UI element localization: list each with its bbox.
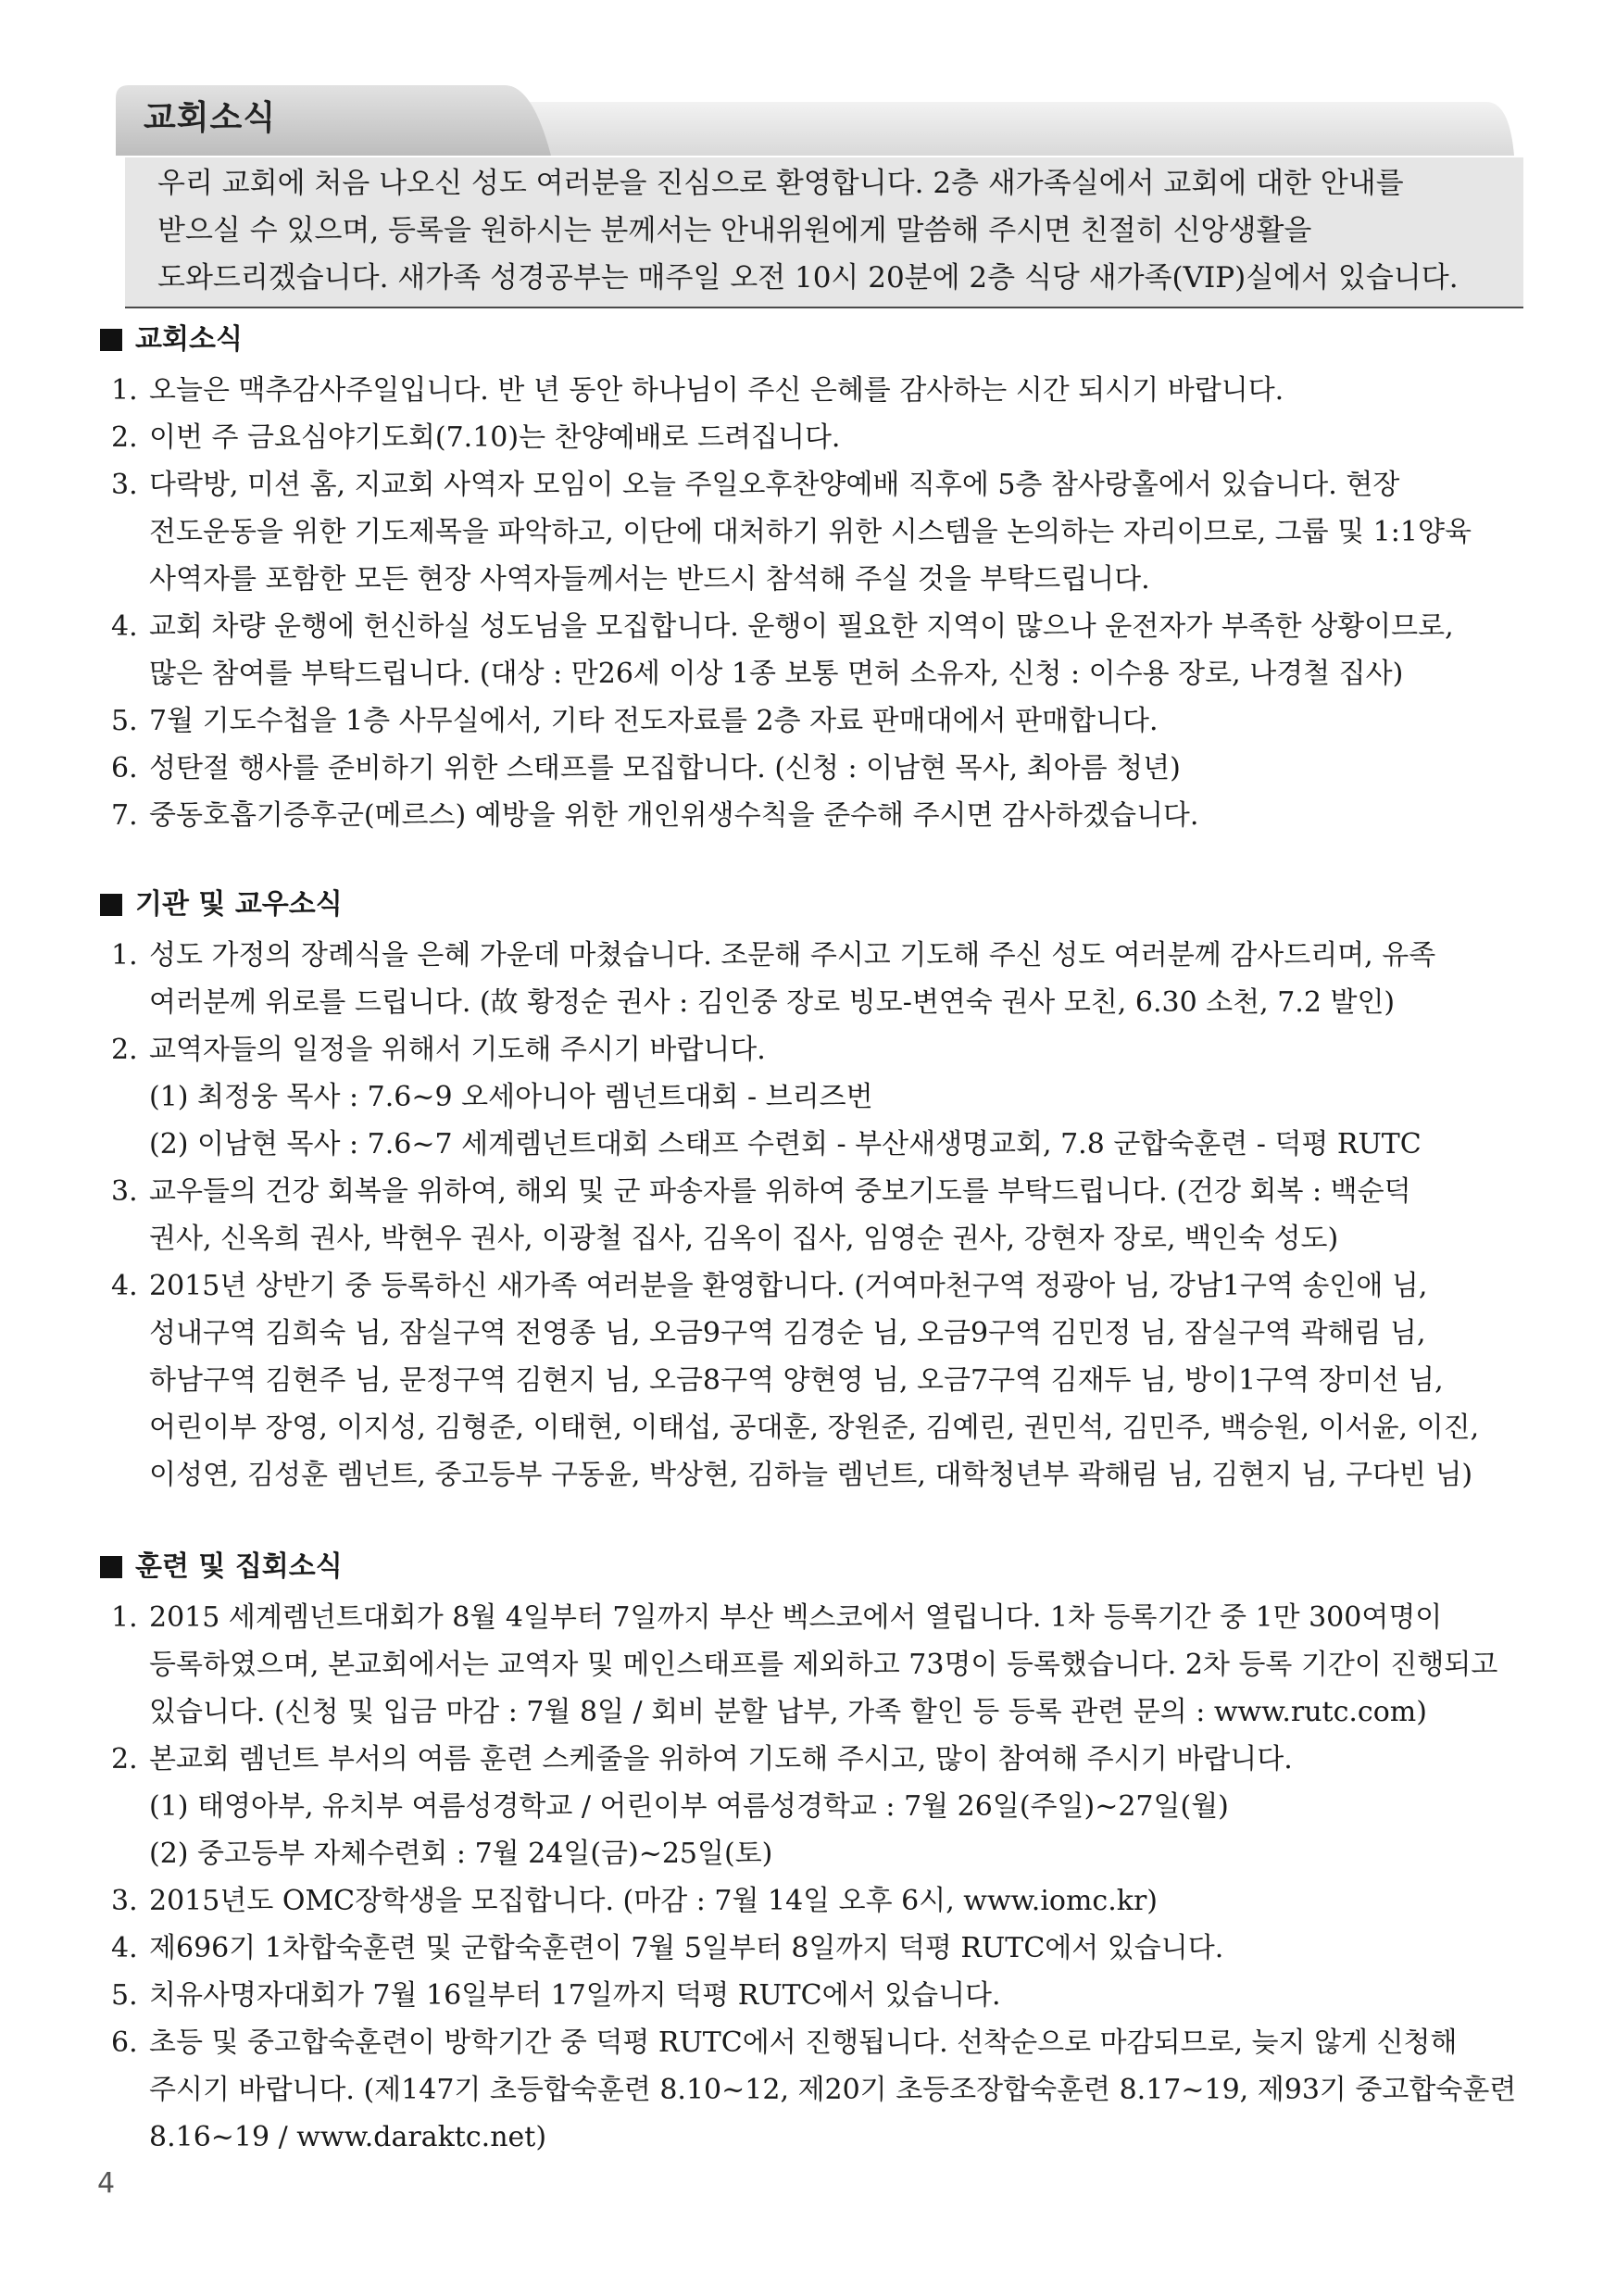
item-text: 교역자들의 일정을 위해서 기도해 주시기 바랍니다. <box>149 1034 766 1066</box>
section-title: 훈련 및 집회소식 <box>135 1550 343 1583</box>
item-number: 4. <box>111 1270 138 1302</box>
header-band <box>116 85 1514 156</box>
item-text: 권사, 신옥희 권사, 박현우 권사, 이광철 집사, 김옥이 집사, 임영순 권사, 강현자 장로, 백인숙 성도) <box>149 1223 1339 1255</box>
item-text: 다락방, 미션 홈, 지교회 사역자 모임이 오늘 주일오후찬양예배 직후에 5층 참사랑홀에서 있습니다. 현장 <box>149 469 1400 501</box>
item-text: 제696기 1차합숙훈련 및 군합숙훈련이 7월 5일부터 8일까지 덕평 RUTC에서 있습니다. <box>149 1932 1224 1964</box>
item-text: 본교회 렘넌트 부서의 여름 훈련 스케줄을 위하여 기도해 주시고, 많이 참여해 주시기 바랍니다. <box>149 1743 1293 1775</box>
section-title: 기관 및 교우소식 <box>135 888 343 921</box>
item-text: 교우들의 건강 회복을 위하여, 해외 및 군 파송자를 위하여 중보기도를 부탁드립니다. (건강 회복 : 백순덕 <box>149 1175 1411 1208</box>
item-text: 이번 주 금요심야기도회(7.10)는 찬양예배로 드려집니다. <box>149 421 841 454</box>
item-text: 사역자를 포함한 모든 현장 사역자들께서는 반드시 참석해 주실 것을 부탁드립니다. <box>149 563 1150 596</box>
item-text: 2015년 상반기 중 등록하신 새가족 여러분을 환영합니다. (거여마천구역 정광아 님, 강남1구역 송인애 님, <box>149 1270 1428 1302</box>
item-text: 8.16~19 / www.daraktc.net) <box>149 2121 547 2153</box>
item-number: 3. <box>111 1175 138 1208</box>
intro-line: 받으실 수 있으며, 등록을 원하시는 분께서는 안내위원에게 말씀해 주시면 친절히 신앙생활을 <box>157 214 1312 247</box>
item-number: 5. <box>111 705 138 737</box>
item-text: 등록하였으며, 본교회에서는 교역자 및 메인스태프를 제외하고 73명이 등록했습니다. 2차 등록 기간이 진행되고 <box>149 1649 1498 1681</box>
item-number: 6. <box>111 752 138 784</box>
item-text: 하남구역 김현주 님, 문정구역 김현지 님, 오금8구역 양현영 님, 오금7구역 김재두 님, 방이1구역 장미선 님, <box>149 1364 1444 1397</box>
item-text: 2015 세계렘넌트대회가 8월 4일부터 7일까지 부산 벡스코에서 열립니다. 1차 등록기간 중 1만 300여명이 <box>149 1601 1443 1634</box>
item-text: (1) 태영아부, 유치부 여름성경학교 / 어린이부 여름성경학교 : 7월 26일(주일)~27일(월) <box>149 1790 1229 1823</box>
item-number: 1. <box>111 1601 138 1634</box>
item-text: 성도 가정의 장례식을 은혜 가운데 마쳤습니다. 조문해 주시고 기도해 주신 성도 여러분께 감사드리며, 유족 <box>149 939 1436 972</box>
item-number: 2. <box>111 421 138 454</box>
item-text: (1) 최정웅 목사 : 7.6~9 오세아니아 렘넌트대회 - 브리즈번 <box>149 1081 873 1113</box>
item-number: 1. <box>111 939 138 972</box>
item-text: (2) 중고등부 자체수련회 : 7월 24일(금)~25일(토) <box>149 1838 773 1870</box>
item-number: 3. <box>111 469 138 501</box>
item-text: 치유사명자대회가 7월 16일부터 17일까지 덕평 RUTC에서 있습니다. <box>149 1979 1001 2012</box>
item-text: 교회 차량 운행에 헌신하실 성도님을 모집합니다. 운행이 필요한 지역이 많으나 운전자가 부족한 상황이므로, <box>149 610 1454 643</box>
item-number: 3. <box>111 1885 138 1917</box>
item-text: 7월 기도수첩을 1층 사무실에서, 기타 전도자료를 2층 자료 판매대에서 판매합니다. <box>149 705 1159 737</box>
item-number: 7. <box>111 799 138 832</box>
page-number: 4 <box>97 2167 116 2200</box>
item-number: 2. <box>111 1034 138 1066</box>
page-title: 교회소식 <box>144 99 277 137</box>
intro-box <box>125 157 1523 308</box>
item-text: 오늘은 맥추감사주일입니다. 반 년 동안 하나님이 주신 은혜를 감사하는 시간 되시기 바랍니다. <box>149 374 1284 407</box>
item-number: 4. <box>111 610 138 643</box>
intro-line: 도와드리겠습니다. 새가족 성경공부는 매주일 오전 10시 20분에 2층 식당 새가족(VIP)실에서 있습니다. <box>157 261 1459 295</box>
square-bullet-icon <box>100 894 122 916</box>
item-number: 1. <box>111 374 138 407</box>
square-bullet-icon <box>100 1556 122 1578</box>
item-text: 2015년도 OMC장학생을 모집합니다. (마감 : 7월 14일 오후 6시, www.iomc.kr) <box>149 1885 1158 1917</box>
item-number: 6. <box>111 2026 138 2059</box>
section-heading <box>100 1547 343 1587</box>
section-heading <box>100 320 243 360</box>
item-text: 있습니다. (신청 및 입금 마감 : 7월 8일 / 회비 분할 납부, 가족 할인 등 등록 관련 문의 : www.rutc.com) <box>149 1696 1427 1728</box>
item-text: 어린이부 장영, 이지성, 김형준, 이태현, 이태섭, 공대훈, 장원준, 김예린, 권민석, 김민주, 백승원, 이서윤, 이진, <box>149 1411 1480 1444</box>
item-text: 전도운동을 위한 기도제목을 파악하고, 이단에 대처하기 위한 시스템을 논의하는 자리이므로, 그룹 및 1:1양육 <box>149 516 1472 548</box>
intro-line: 우리 교회에 처음 나오신 성도 여러분을 진심으로 환영합니다. 2층 새가족실에서 교회에 대한 안내를 <box>157 167 1404 200</box>
item-text: 많은 참여를 부탁드립니다. (대상 : 만26세 이상 1종 보통 면허 소유자, 신청 : 이수용 장로, 나경철 집사) <box>149 658 1404 690</box>
item-text: 성내구역 김희숙 님, 잠실구역 전영종 님, 오금9구역 김경순 님, 오금9구역 김민정 님, 잠실구역 곽해림 님, <box>149 1317 1426 1349</box>
section-heading <box>100 885 343 925</box>
item-text: 주시기 바랍니다. (제147기 초등합숙훈련 8.10~12, 제20기 초등조장합숙훈련 8.17~19, 제93기 중고합숙훈련 <box>149 2074 1517 2106</box>
item-number: 4. <box>111 1932 138 1964</box>
item-text: 중동호흡기증후군(메르스) 예방을 위한 개인위생수칙을 준수해 주시면 감사하겠습니다. <box>149 799 1199 832</box>
item-number: 2. <box>111 1743 138 1775</box>
item-text: 여러분께 위로를 드립니다. (故 황정순 권사 : 김인중 장로 빙모-변연숙 권사 모친, 6.30 소천, 7.2 발인) <box>149 986 1396 1019</box>
item-text: (2) 이남현 목사 : 7.6~7 세계렘넌트대회 스태프 수련회 - 부산새생명교회, 7.8 군합숙훈련 - 덕평 RUTC <box>149 1128 1422 1161</box>
section-title: 교회소식 <box>135 323 243 356</box>
item-text: 성탄절 행사를 준비하기 위한 스태프를 모집합니다. (신청 : 이남현 목사, 최아름 청년) <box>149 752 1181 784</box>
item-number: 5. <box>111 1979 138 2012</box>
item-text: 이성연, 김성훈 렘넌트, 중고등부 구동윤, 박상현, 김하늘 렘넌트, 대학청년부 곽해림 님, 김현지 님, 구다빈 님) <box>149 1459 1473 1491</box>
item-text: 초등 및 중고합숙훈련이 방학기간 중 덕평 RUTC에서 진행됩니다. 선착순으로 마감되므로, 늦지 않게 신청해 <box>149 2026 1458 2059</box>
square-bullet-icon <box>100 329 122 351</box>
